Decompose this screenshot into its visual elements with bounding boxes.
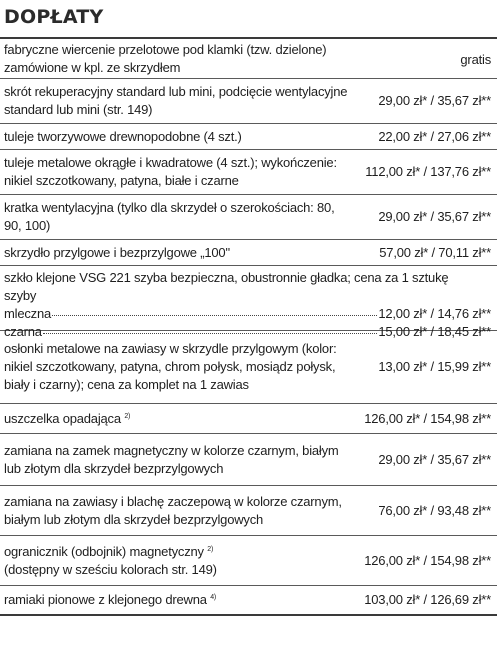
row-price: 126,00 zł* / 154,98 zł** [364,410,491,426]
table-row [0,79,497,124]
row-price: 112,00 zł* / 137,76 zł** [365,164,491,179]
row-price: 29,00 zł* / 35,67 zł** [378,93,491,108]
table-row [0,331,497,404]
glass-option-label: czarna [4,324,42,339]
row-price: 103,00 zł* / 126,69 zł** [364,592,491,607]
row-description-text-2: (dostępny w sześciu kolorach str. 149) [4,561,217,577]
row-description-text: szkło klejone VSG 221 szyba bezpieczna, obustronnie gładka; cena za 1 sztukę szyby [4,270,449,303]
row-price: 13,00 zł* / 15,99 zł** [378,359,491,374]
row-price: gratis [460,51,491,67]
table-row [0,266,497,339]
table-row [0,37,497,79]
footnote-ref: 2) [207,545,214,553]
row-price: 29,00 zł* / 35,67 zł** [378,209,491,224]
row-price: 126,00 zł* / 154,98 zł** [364,552,491,568]
table-row [0,240,497,266]
row-description [4,410,364,428]
table-row [0,586,497,616]
row-description: tuleje tworzywowe drewnopodobne (4 szt.) [4,128,242,144]
row-description-text: ramiaki pionowe z klejonego drewna [4,592,207,607]
row-description [4,591,364,609]
table-row [0,404,497,434]
glass-option-price: 12,00 zł* / 14,76 zł** [378,306,491,321]
table-row [0,536,497,586]
footnote-ref: 4) [210,594,217,601]
table-row [0,124,497,150]
row-description: fabryczne wiercenie przelotowe pod klamki (tzw. dzielone) zamówione w kpl. ze skrzydłem [4,41,327,75]
glass-option-price: 15,00 zł* / 18,45 zł** [378,324,491,339]
surcharge-table [0,37,497,616]
row-description: zamiana na zamek magnetyczny w kolorze czarnym, białym lub złotym dla skrzydeł bezprzylgowych [4,442,339,476]
row-description: skrót rekuperacyjny standard lub mini, podcięcie wentylacyjne standard lub mini (str. 149) [4,84,348,117]
row-price: 76,00 zł* / 93,48 zł** [378,502,491,518]
table-row [0,150,497,195]
footnote-ref: 2) [124,412,131,420]
dot-leader [52,303,377,316]
row-description: zamiana na zawiasy i blachę zaczepową w kolorze czarnym, białym lub złotym dla skrzydeł bezprzylgowych [4,493,342,527]
row-price: 29,00 zł* / 35,67 zł** [378,451,491,467]
row-description: tuleje metalowe okrągłe i kwadratowe (4 szt.); wykończenie: nikiel szczotkowany, patyna, białe i czarne [4,155,337,188]
row-price: 57,00 zł* / 70,11 zł** [379,244,491,260]
table-row [0,486,497,536]
section-title: DOPŁATY [4,6,104,28]
row-description: osłonki metalowe na zawiasy w skrzydle przylgowym (kolor: nikiel szczotkowany, patyna, chrom połysk, mosiądz połysk, biały i czarny); cena za komplet na 1 zawias [4,341,337,392]
row-description: skrzydło przylgowe i bezprzylgowe „100" [4,244,230,260]
row-description: kratka wentylacyjna (tylko dla skrzydeł o szerokościach: 80, 90, 100) [4,200,335,233]
row-price: 22,00 zł* / 27,06 zł** [378,128,491,144]
glass-option-label: mleczna [4,306,52,321]
table-row [0,434,497,486]
row-description-text: uszczelka opadająca [4,410,121,426]
row-description-text: ogranicznik (odbojnik) magnetyczny [4,543,204,559]
row-description [4,543,364,579]
table-row [0,195,497,240]
